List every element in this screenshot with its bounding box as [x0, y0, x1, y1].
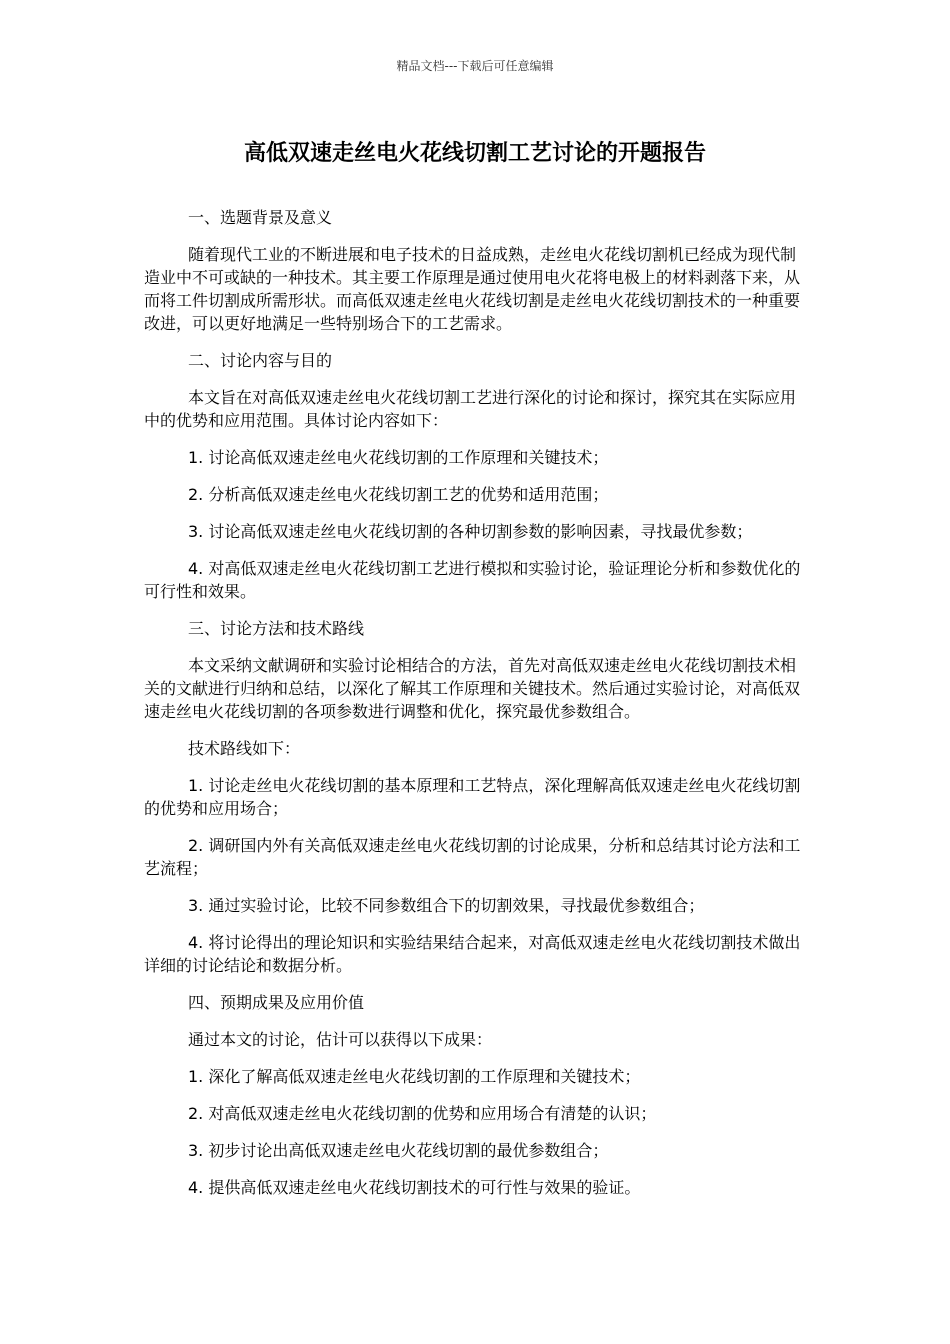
- paragraph-background: 随着现代工业的不断进展和电子技术的日益成熟，走丝电火花线切割机已经成为现代制造业中不可或缺的一种技术。其主要工作原理是通过使用电火花将电极上的材料剥落下来，从而将工件切割成所需形状。而高低双速走丝电火花线切割是走丝电火花线切割技术的一种重要改进，可以更好地满足一些特别场合下的工艺需求。: [144, 245, 801, 333]
- list-item: 2. 对高低双速走丝电火花线切割的优势和应用场合有清楚的认识；: [188, 1104, 657, 1123]
- list-item: 1. 讨论高低双速走丝电火花线切割的工作原理和关键技术；: [188, 448, 609, 467]
- page-header: 精品文档---下载后可任意编辑: [396, 59, 554, 73]
- list-item: 1. 深化了解高低双速走丝电火花线切割的工作原理和关键技术；: [188, 1067, 641, 1086]
- list-item: 3. 讨论高低双速走丝电火花线切割的各种切割参数的影响因素，寻找最优参数；: [188, 522, 753, 541]
- section-heading-background: 一、选题背景及意义: [188, 208, 333, 227]
- list-item: 3. 通过实验讨论，比较不同参数组合下的切割效果，寻找最优参数组合；: [188, 896, 705, 915]
- document-body: [144, 206, 806, 1213]
- paragraph-route-intro: 技术路线如下：: [188, 739, 301, 758]
- paragraph-content-intro: 本文旨在对高低双速走丝电火花线切割工艺进行深化的讨论和探讨，探究其在实际应用中的优势和应用范围。具体讨论内容如下：: [144, 388, 797, 430]
- section-heading-results: 四、预期成果及应用价值: [188, 993, 365, 1012]
- section-heading-content: 二、讨论内容与目的: [188, 351, 333, 370]
- list-item: 2. 分析高低双速走丝电火花线切割工艺的优势和适用范围；: [188, 485, 609, 504]
- list-item: 2. 调研国内外有关高低双速走丝电火花线切割的讨论成果，分析和总结其讨论方法和工艺流程；: [144, 836, 801, 878]
- document-title: 高低双速走丝电火花线切割工艺讨论的开题报告: [243, 141, 706, 166]
- list-item: 3. 初步讨论出高低双速走丝电火花线切割的最优参数组合；: [188, 1141, 609, 1160]
- list-item: 4. 对高低双速走丝电火花线切割工艺进行模拟和实验讨论，验证理论分析和参数优化的可行性和效果。: [144, 559, 801, 601]
- list-item: 4. 将讨论得出的理论知识和实验结果结合起来，对高低双速走丝电火花线切割技术做出详细的讨论结论和数据分析。: [144, 933, 801, 975]
- section-heading-method: 三、讨论方法和技术路线: [188, 619, 365, 638]
- list-item: 1. 讨论走丝电火花线切割的基本原理和工艺特点，深化理解高低双速走丝电火花线切割的优势和应用场合；: [144, 776, 801, 818]
- list-item: 4. 提供高低双速走丝电火花线切割技术的可行性与效果的验证。: [188, 1178, 641, 1197]
- paragraph-method: 本文采纳文献调研和实验讨论相结合的方法，首先对高低双速走丝电火花线切割技术相关的文献进行归纳和总结，以深化了解其工作原理和关键技术。然后通过实验讨论，对高低双速走丝电火花线切割的各项参数进行调整和优化，探究最优参数组合。: [144, 656, 801, 721]
- paragraph-results-intro: 通过本文的讨论，估计可以获得以下成果：: [188, 1030, 493, 1049]
